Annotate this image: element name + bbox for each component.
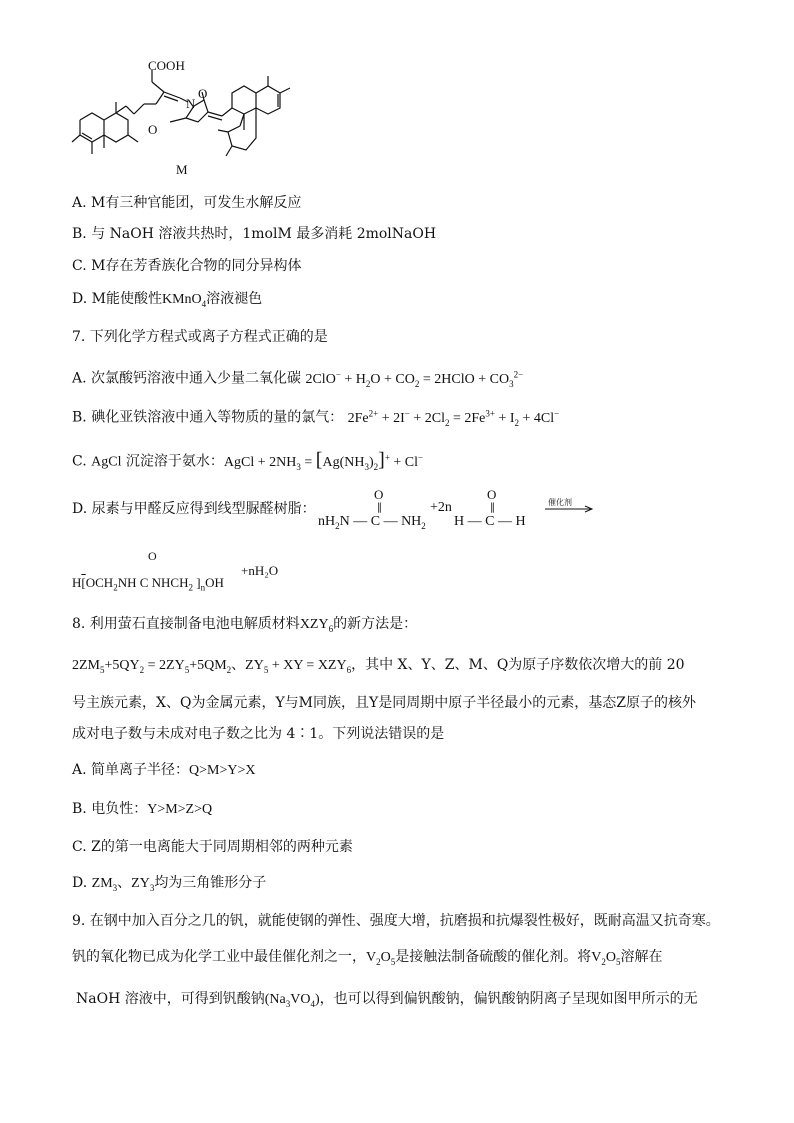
q7-option-d-water: +nH₂O [241,563,279,578]
q8-body-line-1: $2ZM_5+5QY_2 = 2ZY_5+5QM_2$、$ZY_5$ + XY = $XZY_6$，其中 X、Y、Z、M、Q为原子序数依次增大的前 20 [72,657,685,675]
product-carbonyl-o: O [148,549,157,563]
agcl-formula: AgCl [91,454,122,470]
urea-double-bond: ‖ [377,502,382,513]
q8-option-b-value: Y>M>Z>Q [147,802,213,817]
q7-option-b [72,404,559,431]
o-atom-label-1: O [198,86,208,101]
q7-option-d-text: D. 尿素与甲醛反应得到线型脲醛树脂： [72,501,316,517]
q7-option-c-text: 沉淀溶于氨水： [125,453,224,470]
urea-structure: $nH_2N$ — C — $NH_2$ [318,514,426,531]
q7-option-b-text: B. 碘化亚铁溶液中通入等物质的量的氯气： [72,409,344,426]
q8-option-a: A. 简单离子半径：Q>M>Y>X [72,762,256,778]
q8-body-line-3: 成对电子数与未成对电子数之比为 4∶1。下列说法错误的是 [72,726,445,742]
q7-option-c [72,448,423,475]
kmno4-formula: KMnO$_4$ [161,292,207,309]
q6-option-a: A. M有三种官能团，可发生水解反应 [72,195,302,211]
q7-option-b-equation: $2Fe^{2+} + 2I^- + 2Cl_2 = 2Fe^{3+} + I_2 + 4Cl^-$ [347,408,560,428]
v2o5-formula-2: $V_2O_5$ [591,950,621,967]
q8-option-c: C. Z的第一电离能大于同周期相邻的两种元素 [72,839,353,855]
o-atom-label-2: O [148,122,158,137]
formaldehyde-double-bond: ‖ [490,502,495,513]
q7-stem: 7. 下列化学方程式或离子方程式正确的是 [72,329,328,345]
xzy6-formula: $XZY_6$ [299,617,334,634]
formaldehyde-o: O [487,487,497,502]
urea-carbonyl-o: O [374,487,384,502]
q8-option-b: B. 电负性：Y>M>Z>Q [72,801,213,817]
q7-option-d-plus: +2n [430,500,452,515]
q7-option-a-equation: $2ClO^- + H_2O + CO_2$ = 2HClO + $CO_3^{2-}$ [305,369,524,389]
formaldehyde-structure: H — C — H [454,514,526,529]
q7-option-d [72,500,316,518]
molecule-m-label: M [176,162,188,176]
q6-option-b: B. 与 NaOH 溶液共热时，1molM 最多消耗 2molNaOH [72,226,437,242]
q8-stem: 8. 利用萤石直接制备电池电解质材料$XZY_6$的新方法是： [72,616,418,634]
q9-line-1: 9. 在钢中加入百分之几的钒，就能使钢的弹性、强度大增，抗磨损和抗爆裂性极好，既耐高温又抗奇寒。 [72,913,720,929]
q6-option-c: C. M存在芳香族化合物的同分异构体 [72,258,302,274]
molecule-m-structure [68,58,308,176]
q6-option-d-post: 溶液褪色 [206,291,263,307]
q6-option-d [72,290,262,313]
q8-option-d-formulas: $ZM_3$、$ZY_3$ [91,876,155,893]
catalyst-label: 催化剂 [548,498,572,507]
cooh-label: COOH [148,58,185,73]
reaction-arrow [545,505,595,513]
n-atom-label: N [186,96,196,111]
q8-option-d: D. $ZM_3$、$ZY_3$均为三角锥形分子 [72,875,267,893]
q8-body-line-2: 号主族元素，X、Q为金属元素，Y与M同族，且Y是同周期中原子半径最小的元素，基态Z原子的核外 [72,695,696,711]
q7-option-c-equation: AgCl + $2NH_3 = [Ag(NH_3)_2]^+ + Cl^-$ [223,448,424,472]
urea-resin-product: $H[OCH_2NH$ C $NHCH_2$ ]$_nOH$ [72,575,224,593]
q7-option-c-pre: C. [72,453,87,470]
q9-line-3: NaOH 溶液中，可得到钒酸钠$(Na_3VO_4)$，也可以得到偏钒酸钠，偏钒酸钠阴离子呈现如图甲所示的无 [76,991,698,1009]
q6-option-d-pre: D. M能使酸性 [72,291,162,307]
q7-option-a [72,365,523,392]
v2o5-formula-1: $V_2O_5$ [366,950,396,967]
q8-option-a-value: Q>M>Y>X [189,763,256,778]
q8-reaction-equations: $2ZM_5+5QY_2 = 2ZY_5+5QM_2$、$ZY_5$ + XY = $XZY_6$ [72,658,352,675]
q9-line-2: 钒的氧化物已成为化学工业中最佳催化剂之一，$V_2O_5$是接触法制备硫酸的催化剂。将$V_2O_5$溶解在 [72,949,663,967]
na3vo4-formula: $(Na_3VO_4)$ [264,992,320,1009]
q7-option-a-text: A. 次氯酸钙溶液中通入少量二氧化碳 [72,370,302,387]
